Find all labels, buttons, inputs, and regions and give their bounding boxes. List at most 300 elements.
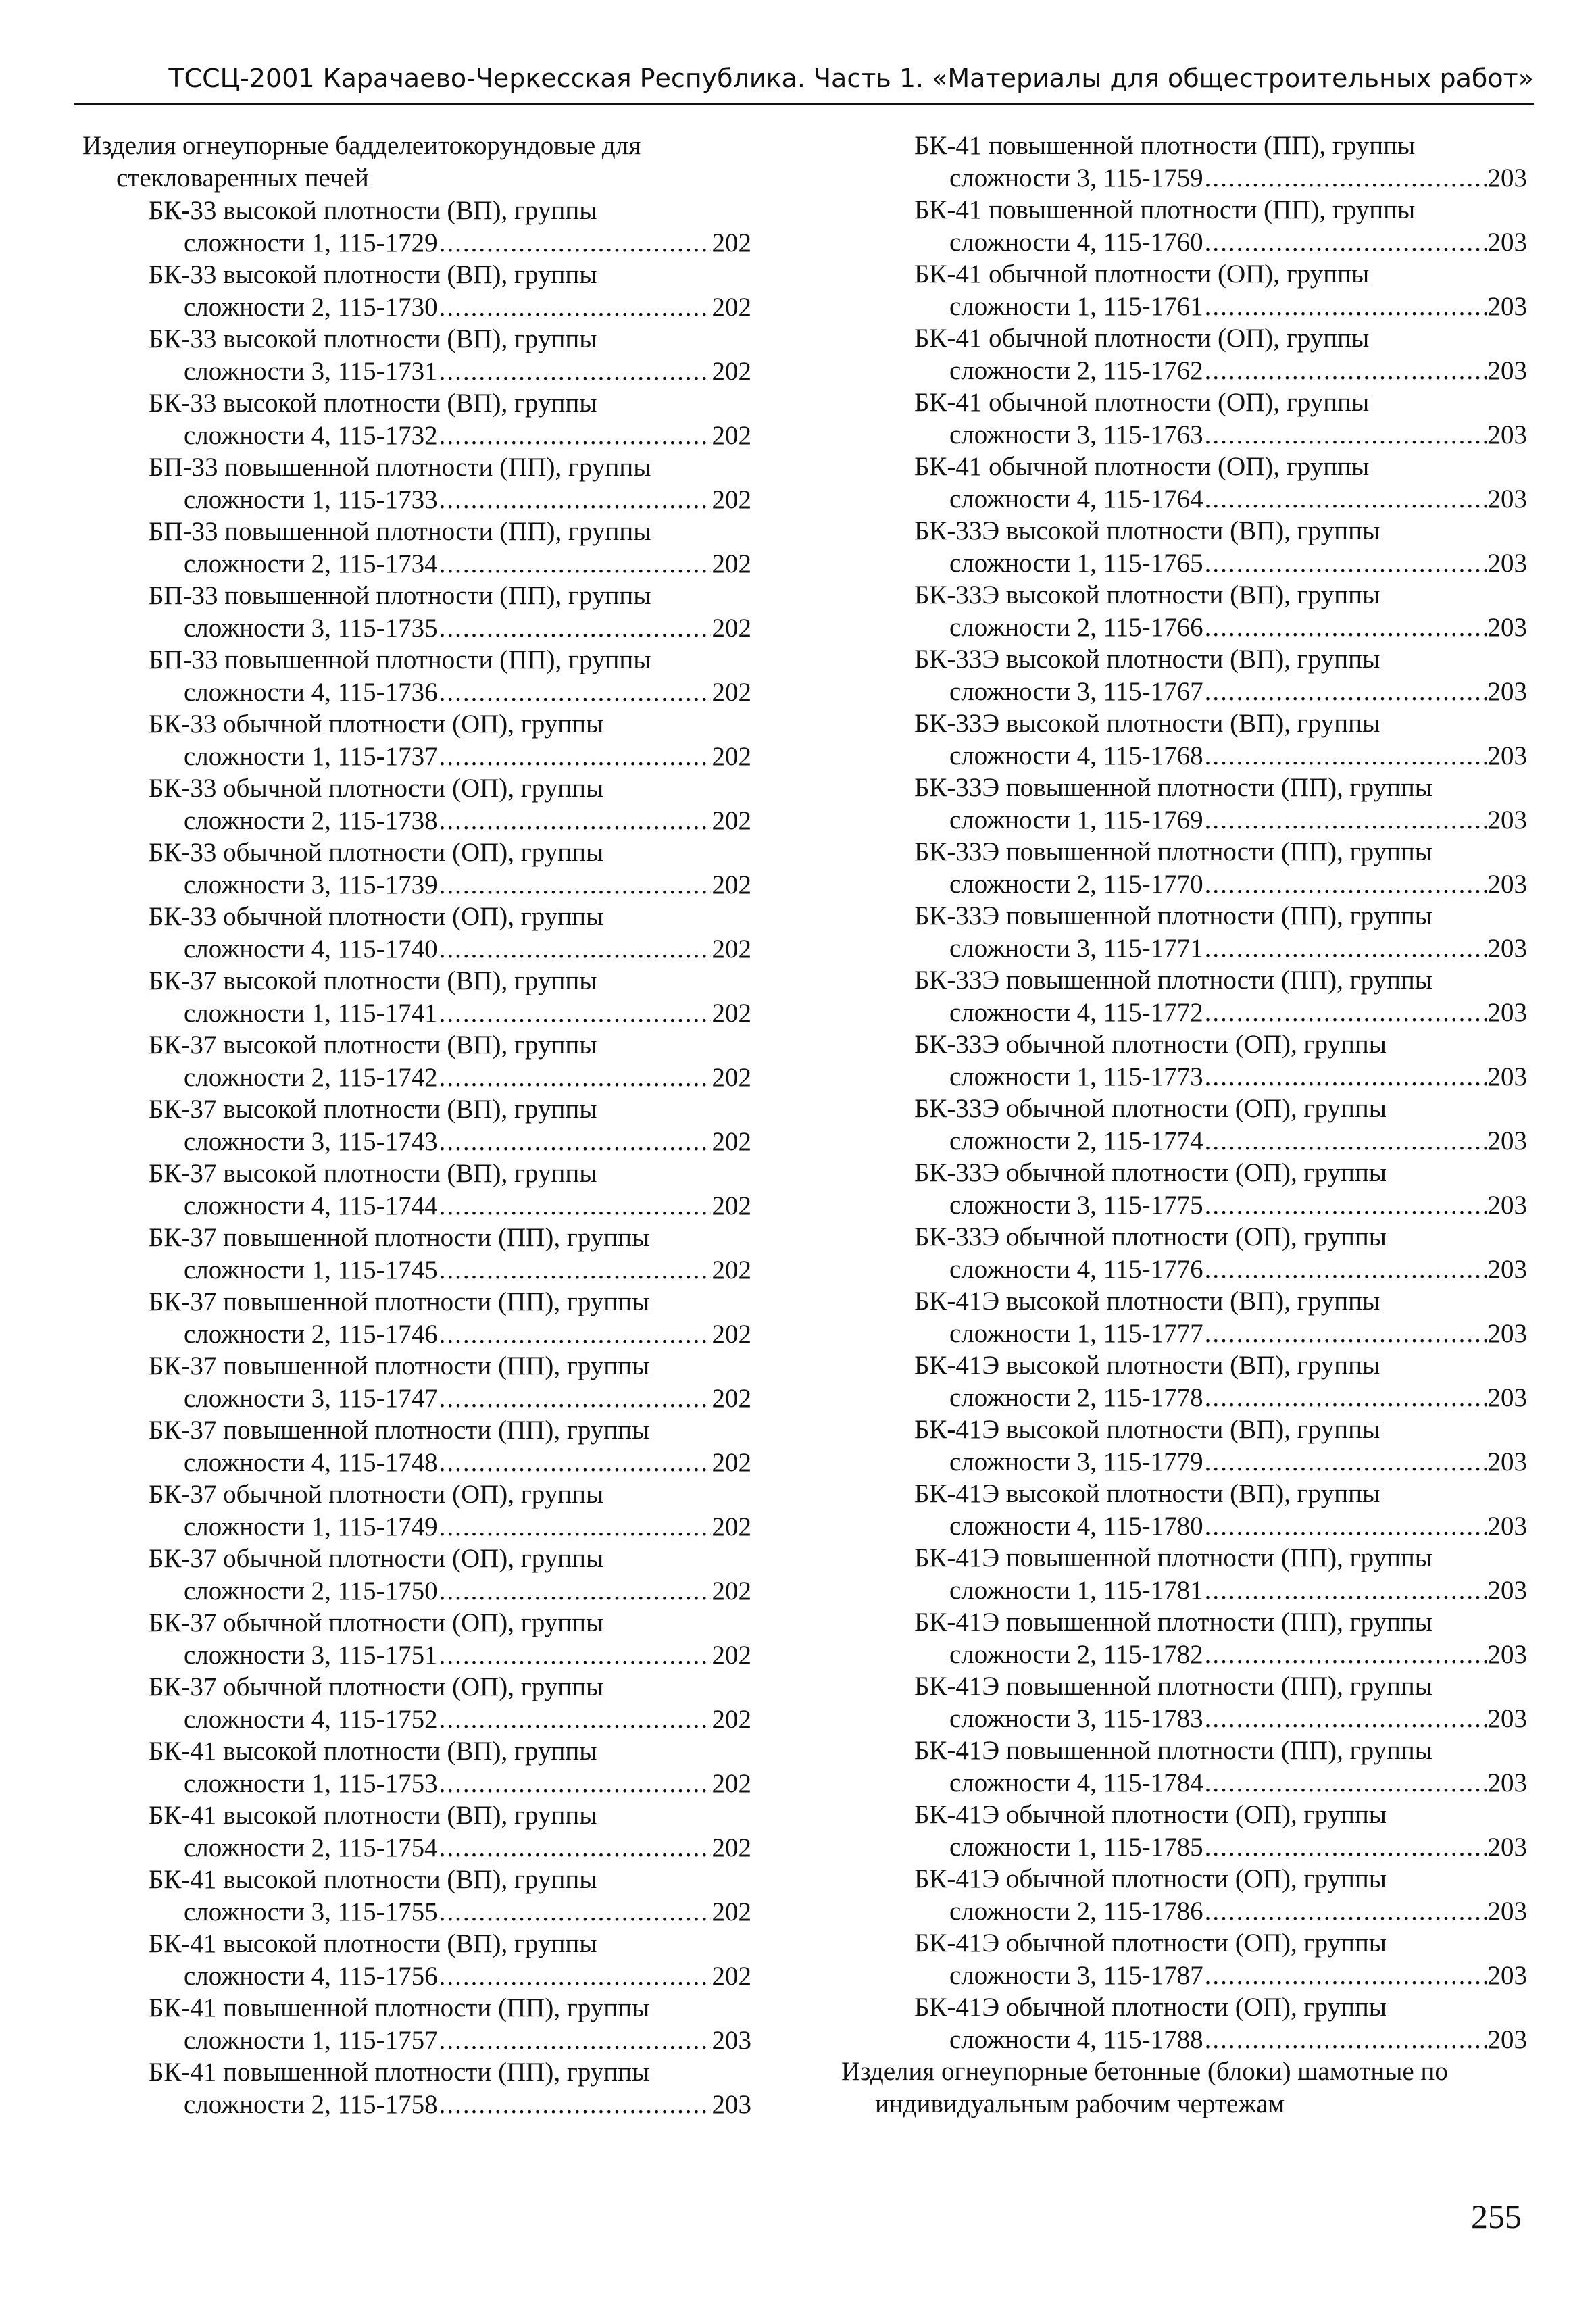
index-entry xyxy=(82,1543,751,1607)
entry-page-number: 202 xyxy=(712,1127,751,1156)
entry-code: сложности 3, 115-1735 xyxy=(184,614,438,643)
entry-title: БП-33 повышенной плотности (ПП), группы xyxy=(149,517,651,546)
entry-title: БК-37 обычной плотности (ОП), группы xyxy=(149,1672,604,1701)
entry-code: сложности 2, 115-1750 xyxy=(184,1576,438,1605)
index-entry xyxy=(82,1478,751,1543)
entry-detail-line xyxy=(82,227,751,259)
entry-detail-line xyxy=(82,420,751,451)
dot-leader xyxy=(1205,868,1487,900)
entry-code: сложности 4, 115-1768 xyxy=(949,741,1203,770)
entry-detail-line xyxy=(845,1831,1527,1863)
entry-code: сложности 2, 115-1774 xyxy=(949,1126,1203,1155)
entry-code: сложности 2, 115-1778 xyxy=(949,1383,1203,1412)
entry-title: БК-33 обычной плотности (ОП), группы xyxy=(149,838,604,867)
entry-detail-line xyxy=(845,1895,1527,1927)
entry-detail-line xyxy=(82,1960,751,1992)
entry-code: сложности 3, 115-1787 xyxy=(949,1961,1203,1990)
index-entry xyxy=(82,451,751,516)
entry-title: БК-41Э обычной плотности (ОП), группы xyxy=(914,1864,1387,1893)
entry-detail-line xyxy=(82,291,751,323)
dot-leader xyxy=(1205,1318,1487,1349)
entry-page-number: 202 xyxy=(712,1255,751,1285)
dot-leader xyxy=(439,805,711,837)
index-entry xyxy=(82,1029,751,1093)
closing-section-heading-continuation: индивидуальным рабочим чертежам xyxy=(875,2089,1285,2118)
entry-detail-line xyxy=(845,1318,1527,1349)
dot-leader xyxy=(439,1703,711,1735)
entry-detail-line xyxy=(845,483,1527,515)
entry-detail-line xyxy=(845,1189,1527,1221)
dot-leader xyxy=(439,1768,711,1799)
entry-code: сложности 2, 115-1770 xyxy=(949,870,1203,899)
entry-title: БК-37 обычной плотности (ОП), группы xyxy=(149,1608,604,1637)
entry-page-number: 203 xyxy=(1487,998,1527,1027)
dot-leader xyxy=(1205,1895,1487,1927)
entry-code: сложности 3, 115-1759 xyxy=(949,164,1203,193)
entry-code: сложности 1, 115-1749 xyxy=(184,1512,438,1541)
entry-detail-line xyxy=(82,1896,751,1928)
entry-title: БК-37 повышенной плотности (ПП), группы xyxy=(149,1287,650,1316)
entry-page-number: 203 xyxy=(1487,549,1527,578)
entry-title: БК-33Э обычной плотности (ОП), группы xyxy=(914,1094,1387,1123)
index-entry xyxy=(845,1093,1527,1157)
entry-code: сложности 2, 115-1758 xyxy=(184,2090,438,2119)
index-entry xyxy=(82,1735,751,1799)
entry-page-number: 203 xyxy=(1487,1126,1527,1155)
dot-leader xyxy=(439,1832,711,1864)
index-entry xyxy=(82,1799,751,1864)
entry-code: сложности 1, 115-1733 xyxy=(184,485,438,514)
entry-detail-line xyxy=(845,997,1527,1028)
entry-code: сложности 4, 115-1764 xyxy=(949,484,1203,514)
index-entry xyxy=(845,900,1527,964)
entry-code: сложности 1, 115-1765 xyxy=(949,549,1203,578)
entry-page-number: 202 xyxy=(712,1191,751,1220)
index-entry xyxy=(845,1028,1527,1093)
index-entry xyxy=(82,1158,751,1222)
entry-page-number: 203 xyxy=(1487,677,1527,706)
entry-page-number: 203 xyxy=(1487,484,1527,514)
entry-title: БК-41Э высокой плотности (ВП), группы xyxy=(914,1415,1380,1444)
entry-code: сложности 2, 115-1734 xyxy=(184,549,438,578)
entry-page-number: 202 xyxy=(712,935,751,964)
entry-title: БК-33Э высокой плотности (ВП), группы xyxy=(914,709,1380,738)
entry-code: сложности 3, 115-1755 xyxy=(184,1897,438,1926)
index-entry xyxy=(845,1927,1527,1991)
entry-detail-line xyxy=(82,1511,751,1543)
index-column-right xyxy=(841,130,1527,2120)
section-heading: Изделия огнеупорные бадделеитокорундовые для xyxy=(82,131,641,160)
entry-detail-line xyxy=(845,547,1527,579)
entry-page-number: 202 xyxy=(712,293,751,322)
entry-detail-line xyxy=(82,484,751,516)
entry-detail-line xyxy=(82,2089,751,2120)
entry-code: сложности 2, 115-1754 xyxy=(184,1833,438,1862)
index-entry xyxy=(82,965,751,1029)
entry-page-number: 202 xyxy=(712,1641,751,1670)
index-entry xyxy=(845,772,1527,836)
index-entry xyxy=(845,836,1527,900)
index-entry xyxy=(82,195,751,259)
entry-code: сложности 2, 115-1782 xyxy=(949,1640,1203,1669)
entry-detail-line xyxy=(82,1639,751,1671)
index-entry xyxy=(845,258,1527,322)
entry-detail-line xyxy=(82,548,751,580)
entry-title: БК-33Э высокой плотности (ВП), группы xyxy=(914,645,1380,674)
entry-code: сложности 3, 115-1739 xyxy=(184,870,438,899)
dot-leader xyxy=(1205,932,1487,964)
entry-title: БК-41Э высокой плотности (ВП), группы xyxy=(914,1287,1380,1316)
dot-leader xyxy=(1205,612,1487,643)
entry-page-number: 202 xyxy=(712,1962,751,1991)
entry-title: БК-33 обычной плотности (ОП), группы xyxy=(149,774,604,803)
index-entry xyxy=(82,1992,751,2056)
entry-detail-line xyxy=(845,1639,1527,1670)
dot-leader xyxy=(1205,1831,1487,1863)
entry-page-number: 203 xyxy=(1487,2025,1527,2054)
entry-detail-line xyxy=(82,1254,751,1286)
dot-leader xyxy=(439,676,711,708)
entry-title: БК-41Э повышенной плотности (ПП), группы xyxy=(914,1543,1432,1572)
entry-title: БК-41 повышенной плотности (ПП), группы xyxy=(149,1993,650,2022)
entry-detail-line xyxy=(845,1510,1527,1542)
closing-section-heading: Изделия огнеупорные бетонные (блоки) шамотные по xyxy=(841,2057,1448,2086)
entry-detail-line xyxy=(82,1768,751,1799)
entry-page-number: 202 xyxy=(712,806,751,835)
entry-title: БК-37 высокой плотности (ВП), группы xyxy=(149,1095,597,1124)
index-entry xyxy=(82,1350,751,1414)
entry-detail-line xyxy=(82,1126,751,1158)
index-entry xyxy=(845,451,1527,515)
index-entry xyxy=(82,708,751,772)
entry-title: БК-33 обычной плотности (ОП), группы xyxy=(149,710,604,739)
dot-leader xyxy=(439,1254,711,1286)
entry-detail-line xyxy=(82,355,751,387)
index-entry xyxy=(845,1221,1527,1285)
entry-title: БК-41 обычной плотности (ОП), группы xyxy=(914,259,1370,289)
entry-page-number: 202 xyxy=(712,1705,751,1734)
entry-detail-line xyxy=(82,805,751,837)
entry-title: БК-41Э повышенной плотности (ПП), группы xyxy=(914,1608,1432,1637)
entry-code: сложности 1, 115-1729 xyxy=(184,228,438,257)
entry-page-number: 202 xyxy=(712,742,751,771)
dot-leader xyxy=(1205,1639,1487,1670)
entry-code: сложности 3, 115-1747 xyxy=(184,1384,438,1413)
dot-leader xyxy=(1205,547,1487,579)
index-entry xyxy=(845,579,1527,643)
entry-page-number: 203 xyxy=(1487,1961,1527,1990)
entry-detail-line xyxy=(845,612,1527,643)
entry-detail-line xyxy=(845,1253,1527,1285)
entry-page-number: 203 xyxy=(1487,420,1527,449)
entry-code: сложности 3, 115-1731 xyxy=(184,357,438,386)
entry-detail-line xyxy=(82,997,751,1029)
entry-title: БП-33 повышенной плотности (ПП), группы xyxy=(149,645,651,674)
entry-code: сложности 3, 115-1775 xyxy=(949,1191,1203,1220)
index-entry xyxy=(845,707,1527,772)
entry-page-number: 202 xyxy=(712,549,751,578)
entry-code: сложности 4, 115-1736 xyxy=(184,678,438,707)
dot-leader xyxy=(1205,1125,1487,1157)
entry-page-number: 202 xyxy=(712,1769,751,1798)
entry-title: БК-33Э обычной плотности (ОП), группы xyxy=(914,1030,1387,1059)
index-entry xyxy=(82,837,751,901)
entry-page-number: 202 xyxy=(712,614,751,643)
entry-code: сложности 1, 115-1745 xyxy=(184,1255,438,1285)
entry-page-number: 203 xyxy=(1487,613,1527,642)
entry-detail-line xyxy=(845,355,1527,387)
dot-leader xyxy=(439,1960,711,1992)
entry-title: БК-41 высокой плотности (ВП), группы xyxy=(149,1865,597,1894)
index-entry xyxy=(845,1285,1527,1349)
entry-detail-line xyxy=(82,1190,751,1222)
index-entry xyxy=(845,964,1527,1028)
entry-code: сложности 3, 115-1767 xyxy=(949,677,1203,706)
entry-page-number: 202 xyxy=(712,870,751,899)
entry-title: БК-33Э повышенной плотности (ПП), группы xyxy=(914,966,1432,995)
entry-title: БК-37 высокой плотности (ВП), группы xyxy=(149,1159,597,1188)
entry-page-number: 203 xyxy=(1487,1576,1527,1605)
index-entry xyxy=(845,194,1527,258)
dot-leader xyxy=(1205,1703,1487,1735)
dot-leader xyxy=(1205,1574,1487,1606)
dot-leader xyxy=(1205,419,1487,451)
dot-leader xyxy=(1205,355,1487,387)
index-entry xyxy=(845,1735,1527,1799)
dot-leader xyxy=(439,612,711,644)
entry-page-number: 202 xyxy=(712,1897,751,1926)
dot-leader xyxy=(439,1126,711,1158)
entry-page-number: 203 xyxy=(1487,164,1527,193)
entry-code: сложности 4, 115-1732 xyxy=(184,421,438,450)
entry-code: сложности 3, 115-1779 xyxy=(949,1447,1203,1476)
index-entry xyxy=(82,516,751,580)
entry-title: БК-33Э обычной плотности (ОП), группы xyxy=(914,1158,1387,1187)
dot-leader xyxy=(439,227,711,259)
dot-leader xyxy=(439,420,711,451)
entry-detail-line xyxy=(82,933,751,965)
dot-leader xyxy=(1205,1767,1487,1799)
entry-detail-line xyxy=(82,1832,751,1864)
dot-leader xyxy=(439,355,711,387)
entry-code: сложности 4, 115-1752 xyxy=(184,1705,438,1734)
dot-leader xyxy=(1205,1253,1487,1285)
entry-title: БК-41 высокой плотности (ВП), группы xyxy=(149,1929,597,1958)
entry-page-number: 202 xyxy=(712,421,751,450)
entry-code: сложности 1, 115-1769 xyxy=(949,805,1203,835)
entry-page-number: 203 xyxy=(1487,1319,1527,1348)
entry-page-number: 203 xyxy=(1487,934,1527,963)
index-entry xyxy=(82,644,751,708)
entry-title: БК-33Э повышенной плотности (ПП), группы xyxy=(914,773,1432,802)
entry-detail-line xyxy=(845,932,1527,964)
index-entry xyxy=(845,1157,1527,1221)
entry-page-number: 203 xyxy=(712,2090,751,2119)
dot-leader xyxy=(439,1383,711,1414)
dot-leader xyxy=(439,1062,711,1093)
entry-code: сложности 2, 115-1766 xyxy=(949,613,1203,642)
index-entry xyxy=(845,1414,1527,1478)
dot-leader xyxy=(1205,1382,1487,1414)
entry-page-number: 202 xyxy=(712,678,751,707)
index-entry xyxy=(845,1542,1527,1606)
entry-title: БК-33Э высокой плотности (ВП), группы xyxy=(914,516,1380,545)
entry-title: БК-37 повышенной плотности (ПП), группы xyxy=(149,1416,650,1445)
entry-page-number: 203 xyxy=(1487,1062,1527,1091)
entry-page-number: 203 xyxy=(1487,870,1527,899)
entry-detail-line xyxy=(845,1574,1527,1606)
entry-page-number: 203 xyxy=(1487,1383,1527,1412)
entry-title: БК-41Э обычной плотности (ОП), группы xyxy=(914,1928,1387,1958)
entry-page-number: 202 xyxy=(712,1448,751,1477)
entry-title: БК-41Э высокой плотности (ВП), группы xyxy=(914,1479,1380,1508)
entry-detail-line xyxy=(845,1703,1527,1735)
dot-leader xyxy=(1205,1189,1487,1221)
index-entry xyxy=(845,322,1527,387)
dot-leader xyxy=(439,869,711,901)
entry-detail-line xyxy=(845,804,1527,836)
index-entry xyxy=(82,323,751,387)
entry-title: БК-33 обычной плотности (ОП), группы xyxy=(149,902,604,931)
running-header: ТССЦ-2001 Карачаево-Черкесская Республика. Часть 1. «Материалы для общестроительных работ» xyxy=(74,54,1534,105)
entry-detail-line xyxy=(82,869,751,901)
entry-page-number: 202 xyxy=(712,485,751,514)
dot-leader xyxy=(439,997,711,1029)
entry-code: сложности 3, 115-1763 xyxy=(949,420,1203,449)
entry-page-number: 202 xyxy=(712,1384,751,1413)
entry-title: БК-33Э повышенной плотности (ПП), группы xyxy=(914,901,1432,930)
entry-code: сложности 1, 115-1753 xyxy=(184,1769,438,1798)
dot-leader xyxy=(439,1896,711,1928)
entry-page-number: 203 xyxy=(1487,228,1527,257)
entry-page-number: 203 xyxy=(1487,1255,1527,1284)
index-entry xyxy=(82,1414,751,1478)
dot-leader xyxy=(1205,1510,1487,1542)
entry-title: БК-41 высокой плотности (ВП), группы xyxy=(149,1801,597,1830)
entry-code: сложности 1, 115-1761 xyxy=(949,292,1203,321)
entry-title: БК-37 высокой плотности (ВП), группы xyxy=(149,966,597,995)
entry-code: сложности 1, 115-1741 xyxy=(184,999,438,1028)
entry-code: сложности 4, 115-1756 xyxy=(184,1962,438,1991)
entry-detail-line xyxy=(845,740,1527,772)
entry-page-number: 203 xyxy=(1487,1640,1527,1669)
entry-page-number: 202 xyxy=(712,1833,751,1862)
dot-leader xyxy=(439,1639,711,1671)
entry-detail-line xyxy=(845,868,1527,900)
entry-page-number: 202 xyxy=(712,1063,751,1092)
entry-code: сложности 4, 115-1788 xyxy=(949,2025,1203,2054)
dot-leader xyxy=(1205,740,1487,772)
entry-code: сложности 1, 115-1777 xyxy=(949,1319,1203,1348)
entry-page-number: 202 xyxy=(712,1512,751,1541)
entry-title: БК-37 обычной плотности (ОП), группы xyxy=(149,1480,604,1509)
dot-leader xyxy=(1205,226,1487,258)
entry-title: БК-33Э высокой плотности (ВП), группы xyxy=(914,580,1380,609)
dot-leader xyxy=(1205,1446,1487,1478)
entry-title: БК-41 обычной плотности (ОП), группы xyxy=(914,388,1370,417)
entry-title: БК-41Э обычной плотности (ОП), группы xyxy=(914,1800,1387,1829)
index-entry xyxy=(82,387,751,451)
entry-detail-line xyxy=(845,1446,1527,1478)
dot-leader xyxy=(439,484,711,516)
index-entry xyxy=(82,2056,751,2120)
entry-title: БК-33Э обычной плотности (ОП), группы xyxy=(914,1222,1387,1251)
entry-code: сложности 2, 115-1746 xyxy=(184,1320,438,1349)
entry-page-number: 202 xyxy=(712,357,751,386)
entry-code: сложности 2, 115-1742 xyxy=(184,1063,438,1092)
entry-title: БК-41 повышенной плотности (ПП), группы xyxy=(914,131,1416,160)
entry-title: БК-37 высокой плотности (ВП), группы xyxy=(149,1030,597,1060)
entry-code: сложности 3, 115-1743 xyxy=(184,1127,438,1156)
entry-code: сложности 2, 115-1738 xyxy=(184,806,438,835)
index-entry xyxy=(82,901,751,965)
entry-detail-line xyxy=(845,1061,1527,1093)
entry-code: сложности 3, 115-1751 xyxy=(184,1641,438,1670)
dot-leader xyxy=(1205,804,1487,836)
dot-leader xyxy=(439,2089,711,2120)
entry-detail-line xyxy=(82,676,751,708)
right-entry-list xyxy=(845,130,1527,2056)
entry-detail-line xyxy=(845,291,1527,322)
entry-detail-line xyxy=(845,676,1527,707)
index-column-left xyxy=(82,130,751,2120)
index-entry xyxy=(845,1478,1527,1542)
entry-code: сложности 1, 115-1781 xyxy=(949,1576,1203,1605)
index-entry xyxy=(82,1607,751,1671)
entry-detail-line xyxy=(82,1383,751,1414)
dot-leader xyxy=(1205,2024,1487,2056)
index-entry xyxy=(845,387,1527,451)
entry-page-number: 202 xyxy=(712,1320,751,1349)
entry-page-number: 203 xyxy=(1487,1704,1527,1733)
entry-detail-line xyxy=(845,1960,1527,1991)
entry-page-number: 203 xyxy=(1487,1768,1527,1797)
dot-leader xyxy=(1205,1061,1487,1093)
section-heading-continuation: стекловаренных печей xyxy=(116,164,369,193)
entry-detail-line xyxy=(82,1318,751,1350)
entry-title: БК-33 высокой плотности (ВП), группы xyxy=(149,324,597,353)
dot-leader xyxy=(439,741,711,772)
dot-leader xyxy=(439,2024,711,2056)
entry-title: БК-33 высокой плотности (ВП), группы xyxy=(149,260,597,289)
entry-title: БК-41 высокой плотности (ВП), группы xyxy=(149,1737,597,1766)
entry-code: сложности 4, 115-1760 xyxy=(949,228,1203,257)
entry-code: сложности 2, 115-1786 xyxy=(949,1897,1203,1926)
entry-title: БК-41 обычной плотности (ОП), группы xyxy=(914,452,1370,481)
entry-code: сложности 2, 115-1762 xyxy=(949,356,1203,385)
entry-code: сложности 3, 115-1783 xyxy=(949,1704,1203,1733)
entry-detail-line xyxy=(82,1575,751,1607)
dot-leader xyxy=(439,1511,711,1543)
entry-detail-line xyxy=(845,1767,1527,1799)
entry-detail-line xyxy=(82,2024,751,2056)
dot-leader xyxy=(439,291,711,323)
index-entry xyxy=(845,1799,1527,1863)
entry-code: сложности 4, 115-1748 xyxy=(184,1448,438,1477)
entry-page-number: 203 xyxy=(1487,1512,1527,1541)
entry-code: сложности 4, 115-1740 xyxy=(184,935,438,964)
entry-detail-line xyxy=(845,2024,1527,2056)
entry-code: сложности 3, 115-1771 xyxy=(949,934,1203,963)
entry-code: сложности 1, 115-1737 xyxy=(184,742,438,771)
entry-title: БК-37 повышенной плотности (ПП), группы xyxy=(149,1223,650,1252)
index-entry xyxy=(845,1863,1527,1927)
entry-detail-line xyxy=(845,419,1527,451)
entry-code: сложности 2, 115-1730 xyxy=(184,293,438,322)
entry-page-number: 202 xyxy=(712,228,751,257)
entry-detail-line xyxy=(82,741,751,772)
page-number: 255 xyxy=(1471,2197,1522,2235)
